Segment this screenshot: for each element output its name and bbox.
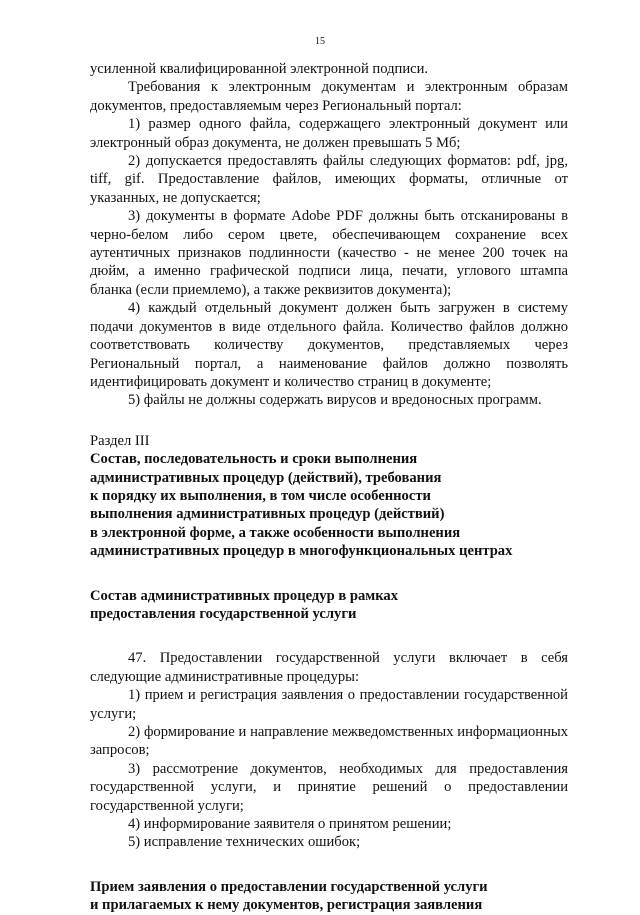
document-body <box>90 60 568 915</box>
list-item: 4) каждый отдельный документ должен быть загружен в систему подачи документов в виде отдельного файла. Количество файлов должно соответствовать количеству документов, представляемых через Региональный портал, а наименование файлов должно позволять идентифицировать документ и количество страниц в документе; <box>90 300 568 390</box>
subsection-title-line: Прием заявления о предоставлении государственной услуги <box>90 878 488 895</box>
subsection-title-line: Состав административных процедур в рамках <box>90 587 399 604</box>
paragraph: Требования к электронным документам и электронным образам документов, предоставляемым через Региональный портал: <box>90 79 568 114</box>
list-item: 2) формирование и направление межведомственных информационных запросов; <box>90 724 568 759</box>
list-item: 3) документы в формате Adobe PDF должны быть отсканированы в черно-белом либо сером цвете, обеспечивающем сохранение всех аутентичных признаков подлинности (качество - не менее 200 точек на дюйм, а именно графической подписи лица, печати, углового штампа бланка (если приемлемо), а также реквизитов документа); <box>90 208 568 298</box>
list-item: 1) прием и регистрация заявления о предоставлении государственной услуги; <box>90 687 568 722</box>
subsection-title-line: и прилагаемых к нему документов, регистрация заявления <box>90 897 483 914</box>
section-title-line: к порядку их выполнения, в том числе особенности <box>90 487 431 504</box>
paragraph: 47. Предоставлении государственной услуги включает в себя следующие административные процедуры: <box>90 650 568 685</box>
section-title-line: Состав, последовательность и сроки выполнения <box>90 451 418 468</box>
subsection-title <box>90 878 568 915</box>
subsection-title <box>90 587 568 624</box>
section-title <box>90 450 568 560</box>
list-item: 4) информирование заявителя о принятом решении; <box>128 816 452 833</box>
list-item: 2) допускается предоставлять файлы следующих форматов: pdf, jpg, tiff, gif. Предоставление файлов, имеющих форматы, отличные от указанных, не допускается; <box>90 153 568 206</box>
section-title-line: в электронной форме, а также особенности выполнения <box>90 524 461 541</box>
list-item: 5) файлы не должны содержать вирусов и вредоносных программ. <box>128 392 542 409</box>
subsection-title-line: предоставления государственной услуги <box>90 605 357 622</box>
list-item: 1) размер одного файла, содержащего электронный документ или электронный образ документа, не должен превышать 5 Мб; <box>90 116 568 151</box>
section-label: Раздел III <box>90 432 150 449</box>
page-number: 15 <box>315 36 325 47</box>
section-title-line: административных процедур в многофункциональных центрах <box>90 543 513 560</box>
section-title-line: административных процедур (действий), требования <box>90 469 442 486</box>
paragraph: усиленной квалифицированной электронной подписи. <box>90 61 429 77</box>
list-item: 5) исправление технических ошибок; <box>128 834 361 851</box>
section-title-line: выполнения административных процедур (действий) <box>90 506 445 523</box>
list-item: 3) рассмотрение документов, необходимых для предоставления государственной услуги, и принятие решений о предоставлении государственной услуги; <box>90 760 568 814</box>
